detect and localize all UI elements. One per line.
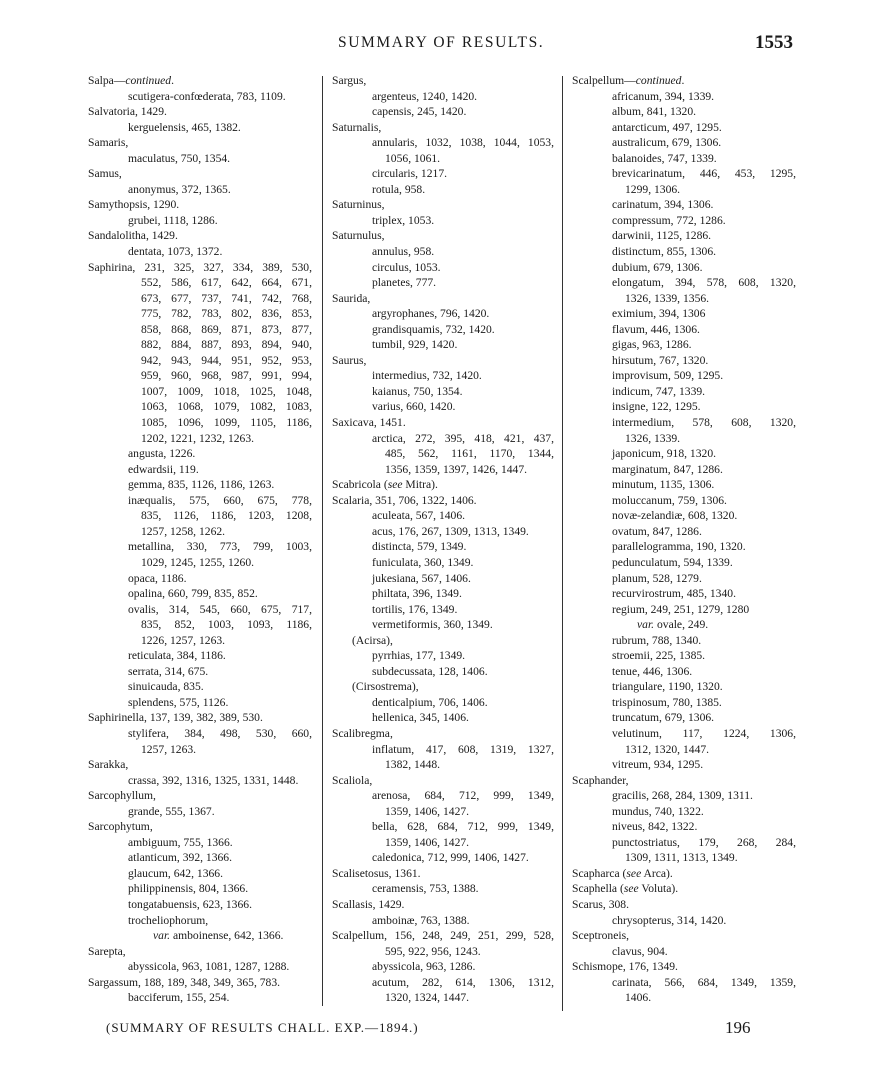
species-entry: argyrophanes, 796, 1420.	[372, 307, 490, 321]
genus-entry: Sarepta,	[88, 944, 126, 958]
species-entry: acus, 176, 267, 1309, 1313, 1349.	[372, 524, 529, 538]
genus-entry: Sargus,	[332, 74, 367, 87]
genus-entry: Sceptroneis,	[572, 929, 629, 943]
genus-entry: Scaphander,	[572, 773, 629, 787]
species-entry: inflatum, 417, 608, 1319, 1327,	[372, 742, 554, 756]
species-entry: velutinum, 117, 1224, 1306,	[612, 726, 796, 740]
species-entry: 1326, 1339, 1356.	[625, 291, 710, 305]
species-entry: ovatum, 847, 1286.	[612, 524, 702, 538]
species-entry: 1309, 1311, 1313, 1349.	[625, 851, 738, 865]
species-entry: arctica, 272, 395, 418, 421, 437,	[372, 431, 554, 445]
species-entry: acutum, 282, 614, 1306, 1312,	[372, 975, 554, 989]
species-entry: 1406.	[625, 991, 652, 1005]
species-entry: 673, 677, 737, 741, 742, 768,	[141, 291, 312, 305]
species-entry: elongatum, 394, 578, 608, 1320,	[612, 276, 796, 290]
species-entry: pyrrhias, 177, 1349.	[372, 649, 466, 663]
species-entry: recurvirostrum, 485, 1340.	[612, 587, 736, 601]
species-entry: 1320, 1324, 1447.	[385, 991, 470, 1005]
genus-entry: Saxicava, 1451.	[332, 416, 406, 430]
species-entry: 1359, 1406, 1427.	[385, 835, 470, 849]
species-entry: argenteus, 1240, 1420.	[372, 89, 478, 103]
species-entry: mundus, 740, 1322.	[612, 804, 704, 818]
species-entry: 835, 852, 1003, 1093, 1186,	[141, 618, 312, 632]
species-entry: africanum, 394, 1339.	[612, 89, 715, 103]
species-entry: darwinii, 1125, 1286.	[612, 229, 712, 243]
genus-entry: Scaliola,	[332, 773, 373, 787]
species-entry: 1056, 1061.	[385, 151, 441, 165]
species-entry: gracilis, 268, 284, 1309, 1311.	[612, 789, 753, 803]
species-entry: 1202, 1221, 1232, 1263.	[141, 431, 255, 445]
species-entry: intermedium, 578, 608, 1320,	[612, 416, 796, 430]
species-entry: denticalpium, 706, 1406.	[372, 695, 488, 709]
genus-entry: Scarus, 308.	[572, 897, 629, 911]
species-entry: atlanticum, 392, 1366.	[128, 851, 233, 865]
species-entry: 858, 868, 869, 871, 873, 877,	[141, 322, 312, 336]
species-entry: var. amboinense, 642, 1366.	[153, 929, 284, 943]
species-entry: 485, 562, 1161, 1170, 1344,	[385, 447, 554, 461]
species-entry: edwardsii, 119.	[128, 462, 199, 476]
genus-entry: Saphirinella, 137, 139, 382, 389, 530.	[88, 711, 263, 725]
genus-entry: Scalpellum—continued.	[572, 74, 685, 87]
species-entry: japonicum, 918, 1320.	[612, 447, 717, 461]
species-entry: annulus, 958.	[372, 245, 435, 259]
species-entry: 1226, 1257, 1263.	[141, 633, 226, 647]
species-entry: 1063, 1068, 1079, 1082, 1083,	[141, 400, 312, 414]
species-entry: distinctum, 855, 1306.	[612, 245, 717, 259]
footer-imprint: (SUMMARY OF RESULTS CHALL. EXP.—1894.)	[106, 1020, 419, 1035]
species-entry: punctostriatus, 179, 268, 284,	[612, 835, 796, 849]
species-entry: vitreum, 934, 1295.	[612, 758, 704, 772]
species-entry: bella, 628, 684, 712, 999, 1349,	[372, 820, 554, 834]
genus-entry: Samythopsis, 1290.	[88, 198, 180, 212]
species-entry: philtata, 396, 1349.	[372, 587, 462, 601]
species-entry: crassa, 392, 1316, 1325, 1331, 1448.	[128, 773, 299, 787]
species-entry: 1007, 1009, 1018, 1025, 1048,	[141, 384, 312, 398]
species-entry: pedunculatum, 594, 1339.	[612, 555, 733, 569]
species-entry: annularis, 1032, 1038, 1044, 1053,	[372, 136, 554, 150]
species-entry: varius, 660, 1420.	[372, 400, 456, 414]
species-entry: abyssicola, 963, 1286.	[372, 960, 476, 974]
species-entry: glaucum, 642, 1366.	[128, 866, 223, 880]
species-entry: opalina, 660, 799, 835, 852.	[128, 587, 258, 601]
species-entry: indicum, 747, 1339.	[612, 384, 706, 398]
genus-entry: Saturnalis,	[332, 120, 382, 134]
species-entry: circularis, 1217.	[372, 167, 448, 181]
species-entry: sinuicauda, 835.	[128, 680, 204, 694]
species-entry: moluccanum, 759, 1306.	[612, 493, 727, 507]
genus-entry: Sargassum, 188, 189, 348, 349, 365, 783.	[88, 975, 281, 989]
running-title: SUMMARY OF RESULTS.	[338, 34, 545, 51]
signature-number: 196	[725, 1018, 751, 1037]
species-entry: intermedius, 732, 1420.	[372, 369, 482, 383]
species-entry: carinatum, 394, 1306.	[612, 198, 714, 212]
species-entry: tortilis, 176, 1349.	[372, 602, 458, 616]
species-entry: album, 841, 1320.	[612, 105, 697, 119]
species-entry: 959, 960, 968, 987, 991, 994,	[141, 369, 312, 383]
page-footer	[0, 1020, 880, 1042]
species-entry: subdecussata, 128, 1406.	[372, 664, 488, 678]
species-entry: capensis, 245, 1420.	[372, 105, 467, 119]
species-entry: 1356, 1359, 1397, 1426, 1447.	[385, 462, 528, 476]
species-entry: serrata, 314, 675.	[128, 664, 209, 678]
genus-entry: Saurus,	[332, 353, 367, 367]
species-entry: carinata, 566, 684, 1349, 1359,	[612, 975, 796, 989]
genus-entry: Sarcophytum,	[88, 820, 153, 834]
species-entry: parallelogramma, 190, 1320.	[612, 540, 746, 554]
species-entry: bacciferum, 155, 254.	[128, 991, 230, 1005]
species-entry: australicum, 679, 1306.	[612, 136, 722, 150]
page-number: 1553	[755, 32, 793, 53]
species-entry: distincta, 579, 1349.	[372, 540, 467, 554]
genus-entry: Schismope, 176, 1349.	[572, 960, 678, 974]
species-entry: rubrum, 788, 1340.	[612, 633, 702, 647]
species-entry: ovalis, 314, 545, 660, 675, 717,	[128, 602, 312, 616]
species-entry: flavum, 446, 1306.	[612, 322, 700, 336]
species-entry: dubium, 679, 1306.	[612, 260, 703, 274]
species-entry: brevicarinatum, 446, 453, 1295,	[612, 167, 796, 181]
species-entry: hellenica, 345, 1406.	[372, 711, 469, 725]
genus-entry: Salpa—continued.	[88, 74, 174, 87]
column-divider-1	[322, 76, 323, 1006]
page-header	[0, 34, 880, 58]
species-entry: 942, 943, 944, 951, 952, 953,	[141, 353, 312, 367]
species-entry: (Cirsostrema),	[352, 680, 419, 694]
species-entry: 1326, 1339.	[625, 431, 681, 445]
species-entry: 1257, 1258, 1262.	[141, 524, 226, 538]
species-entry: tumbil, 929, 1420.	[372, 338, 458, 352]
genus-entry: Scalpellum, 156, 248, 249, 251, 299, 528,	[332, 929, 554, 943]
species-entry: opaca, 1186.	[128, 571, 187, 585]
species-entry: ambiguum, 755, 1366.	[128, 835, 233, 849]
genus-entry: Scabricola (see Mitra).	[332, 478, 438, 492]
species-entry: 595, 922, 956, 1243.	[385, 944, 481, 958]
species-entry: splendens, 575, 1126.	[128, 695, 229, 709]
species-entry: grubei, 1118, 1286.	[128, 213, 218, 227]
index-column-3	[572, 73, 796, 1006]
species-entry: 552, 586, 617, 642, 664, 671,	[141, 276, 312, 290]
species-entry: 1257, 1263.	[141, 742, 197, 756]
species-entry: grandisquamis, 732, 1420.	[372, 322, 495, 336]
species-entry: 1085, 1096, 1099, 1105, 1186,	[141, 416, 312, 430]
species-entry: stylifera, 384, 498, 530, 660,	[128, 726, 312, 740]
species-entry: gigas, 963, 1286.	[612, 338, 692, 352]
genus-entry: Scapharca (see Arca).	[572, 866, 673, 880]
species-entry: metallina, 330, 773, 799, 1003,	[128, 540, 312, 554]
species-entry: aculeata, 567, 1406.	[372, 509, 466, 523]
species-entry: inæqualis, 575, 660, 675, 778,	[128, 493, 312, 507]
species-entry: reticulata, 384, 1186.	[128, 649, 226, 663]
genus-entry: Saturninus,	[332, 198, 385, 212]
species-entry: regium, 249, 251, 1279, 1280	[612, 602, 750, 616]
species-entry: ceramensis, 753, 1388.	[372, 882, 479, 896]
species-entry: hirsutum, 767, 1320.	[612, 353, 709, 367]
species-entry: dentata, 1073, 1372.	[128, 245, 223, 259]
species-entry: tenue, 446, 1306.	[612, 664, 693, 678]
species-entry: triangulare, 1190, 1320.	[612, 680, 723, 694]
genus-entry: Samaris,	[88, 136, 129, 150]
species-entry: 835, 1126, 1186, 1203, 1208,	[141, 509, 312, 523]
species-entry: marginatum, 847, 1286.	[612, 462, 723, 476]
index-column-1	[88, 73, 312, 1006]
species-entry: 775, 782, 783, 802, 836, 853,	[141, 307, 312, 321]
species-entry: abyssicola, 963, 1081, 1287, 1288.	[128, 960, 290, 974]
species-entry: jukesiana, 567, 1406.	[372, 571, 471, 585]
species-entry: scutigera-confœderata, 783, 1109.	[128, 89, 286, 103]
genus-entry: Scallasis, 1429.	[332, 897, 405, 911]
genus-entry: Sandalolitha, 1429.	[88, 229, 178, 243]
species-entry: eximium, 394, 1306	[612, 307, 706, 321]
species-entry: anonymus, 372, 1365.	[128, 182, 231, 196]
species-entry: triplex, 1053.	[372, 213, 435, 227]
species-entry: 1299, 1306.	[625, 182, 681, 196]
species-entry: antarcticum, 497, 1295.	[612, 120, 722, 134]
species-entry: chrysopterus, 314, 1420.	[612, 913, 727, 927]
species-entry: philippinensis, 804, 1366.	[128, 882, 249, 896]
species-entry: gemma, 835, 1126, 1186, 1263.	[128, 478, 275, 492]
species-entry: trocheliophorum,	[128, 913, 209, 927]
species-entry: novæ-zelandiæ, 608, 1320.	[612, 509, 738, 523]
species-entry: (Acirsa),	[352, 633, 393, 647]
species-entry: 1382, 1448.	[385, 758, 441, 772]
species-entry: var. ovale, 249.	[637, 618, 709, 632]
genus-entry: Saturnulus,	[332, 229, 385, 243]
species-entry: arenosa, 684, 712, 999, 1349,	[372, 789, 554, 803]
genus-entry: Saurida,	[332, 291, 371, 305]
genus-entry: Sarcophyllum,	[88, 789, 156, 803]
species-entry: grande, 555, 1367.	[128, 804, 215, 818]
species-entry: planetes, 777.	[372, 276, 437, 290]
species-entry: compressum, 772, 1286.	[612, 213, 726, 227]
species-entry: rotula, 958.	[372, 182, 426, 196]
species-entry: maculatus, 750, 1354.	[128, 151, 231, 165]
species-entry: caledonica, 712, 999, 1406, 1427.	[372, 851, 529, 865]
species-entry: truncatum, 679, 1306.	[612, 711, 715, 725]
species-entry: improvisum, 509, 1295.	[612, 369, 724, 383]
species-entry: amboinæ, 763, 1388.	[372, 913, 470, 927]
genus-entry: Scalibregma,	[332, 726, 393, 740]
species-entry: kaianus, 750, 1354.	[372, 384, 463, 398]
species-entry: vermetiformis, 360, 1349.	[372, 618, 493, 632]
species-entry: tongatabuensis, 623, 1366.	[128, 897, 252, 911]
genus-entry: Scaphella (see Voluta).	[572, 882, 679, 896]
species-entry: 1359, 1406, 1427.	[385, 804, 470, 818]
species-entry: 1312, 1320, 1447.	[625, 742, 710, 756]
species-entry: trispinosum, 780, 1385.	[612, 695, 722, 709]
species-entry: balanoides, 747, 1339.	[612, 151, 717, 165]
species-entry: angusta, 1226.	[128, 447, 196, 461]
genus-entry: Scalisetosus, 1361.	[332, 866, 421, 880]
species-entry: minutum, 1135, 1306.	[612, 478, 715, 492]
species-entry: stroemii, 225, 1385.	[612, 649, 706, 663]
genus-entry: Scalaria, 351, 706, 1322, 1406.	[332, 493, 477, 507]
genus-entry: Saphirina, 231, 325, 327, 334, 389, 530,	[88, 260, 312, 274]
species-entry: 882, 884, 887, 893, 894, 940,	[141, 338, 312, 352]
genus-entry: Sarakka,	[88, 758, 129, 772]
species-entry: kerguelensis, 465, 1382.	[128, 120, 241, 134]
genus-entry: Samus,	[88, 167, 122, 181]
species-entry: 1029, 1245, 1255, 1260.	[141, 555, 255, 569]
column-divider-2	[562, 76, 563, 1011]
species-entry: funiculata, 360, 1349.	[372, 555, 474, 569]
species-entry: insigne, 122, 1295.	[612, 400, 701, 414]
species-entry: niveus, 842, 1322.	[612, 820, 698, 834]
index-column-2	[332, 73, 554, 1006]
genus-entry: Salvatoria, 1429.	[88, 105, 167, 119]
species-entry: circulus, 1053.	[372, 260, 441, 274]
species-entry: planum, 528, 1279.	[612, 571, 702, 585]
species-entry: clavus, 904.	[612, 944, 668, 958]
